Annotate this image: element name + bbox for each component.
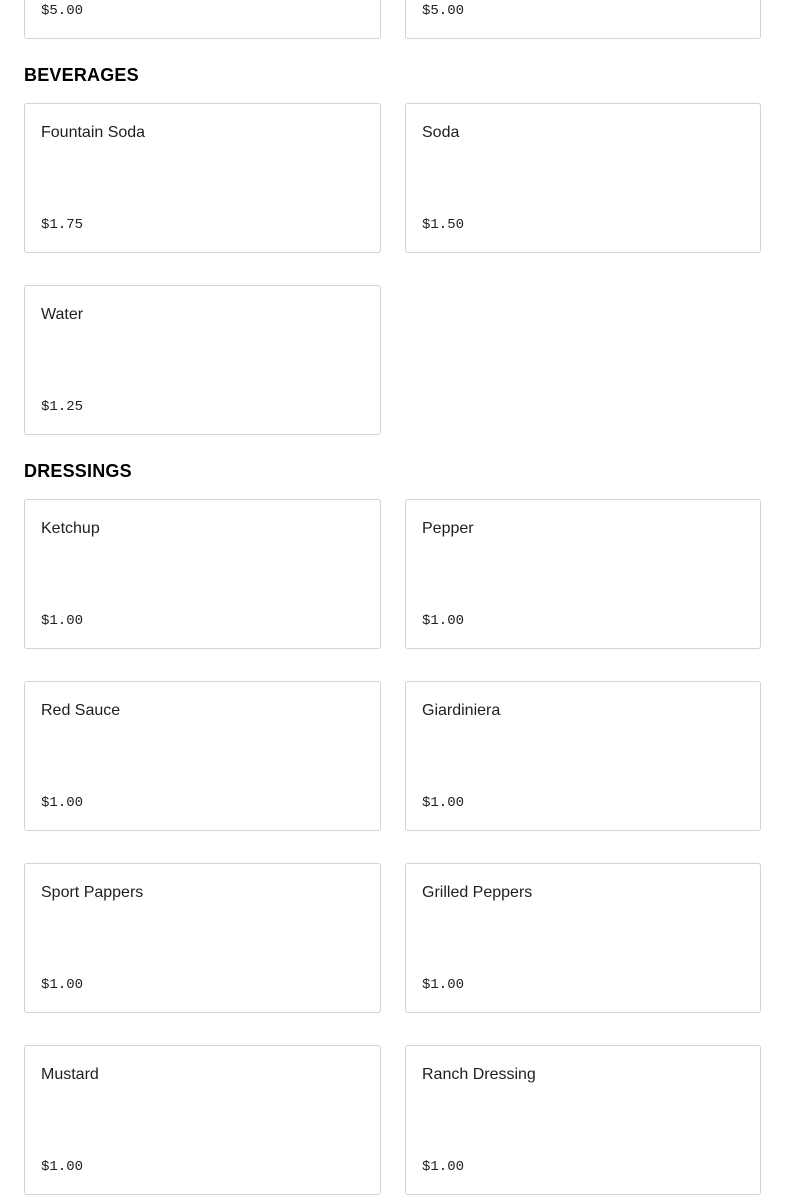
item-name: Red Sauce: [41, 702, 121, 719]
item-price: $1.50: [422, 217, 465, 233]
menu-item-red-sauce[interactable]: [24, 681, 381, 831]
item-price: $1.75: [41, 217, 84, 233]
item-price: $5.00: [422, 3, 465, 19]
item-price: $1.00: [41, 977, 84, 993]
menu-item-ketchup[interactable]: [24, 499, 381, 649]
section-title-beverages: BEVERAGES: [24, 65, 139, 85]
item-name: Grilled Peppers: [422, 884, 533, 901]
menu-item-sport-pappers[interactable]: [24, 863, 381, 1013]
item-price: $1.00: [422, 613, 465, 629]
item-name: Fountain Soda: [41, 124, 146, 141]
menu-item-card[interactable]: [405, 0, 761, 39]
menu-item-giardiniera[interactable]: [405, 681, 761, 831]
item-name: Pepper: [422, 520, 474, 537]
menu-item-grilled-peppers[interactable]: [405, 863, 761, 1013]
item-price: $1.00: [422, 795, 465, 811]
item-price: $5.00: [41, 3, 84, 19]
section-title-dressings: DRESSINGS: [24, 461, 132, 481]
item-price: $1.00: [422, 977, 465, 993]
menu-item-soda[interactable]: [405, 103, 761, 253]
item-price: $1.00: [422, 1159, 465, 1175]
item-name: Sport Pappers: [41, 884, 144, 901]
item-price: $1.00: [41, 613, 84, 629]
menu-item-ranch-dressing[interactable]: [405, 1045, 761, 1195]
item-name: Ketchup: [41, 520, 100, 537]
item-name: Giardiniera: [422, 702, 501, 719]
item-name: Water: [41, 306, 84, 323]
menu-item-water[interactable]: [24, 285, 381, 435]
menu-item-fountain-soda[interactable]: [24, 103, 381, 253]
item-price: $1.25: [41, 399, 84, 415]
menu-item-pepper[interactable]: [405, 499, 761, 649]
item-name: Ranch Dressing: [422, 1066, 536, 1083]
menu-item-card[interactable]: [24, 0, 381, 39]
item-name: Soda: [422, 124, 460, 141]
item-name: Mustard: [41, 1066, 99, 1083]
menu-item-mustard[interactable]: [24, 1045, 381, 1195]
item-price: $1.00: [41, 795, 84, 811]
item-price: $1.00: [41, 1159, 84, 1175]
